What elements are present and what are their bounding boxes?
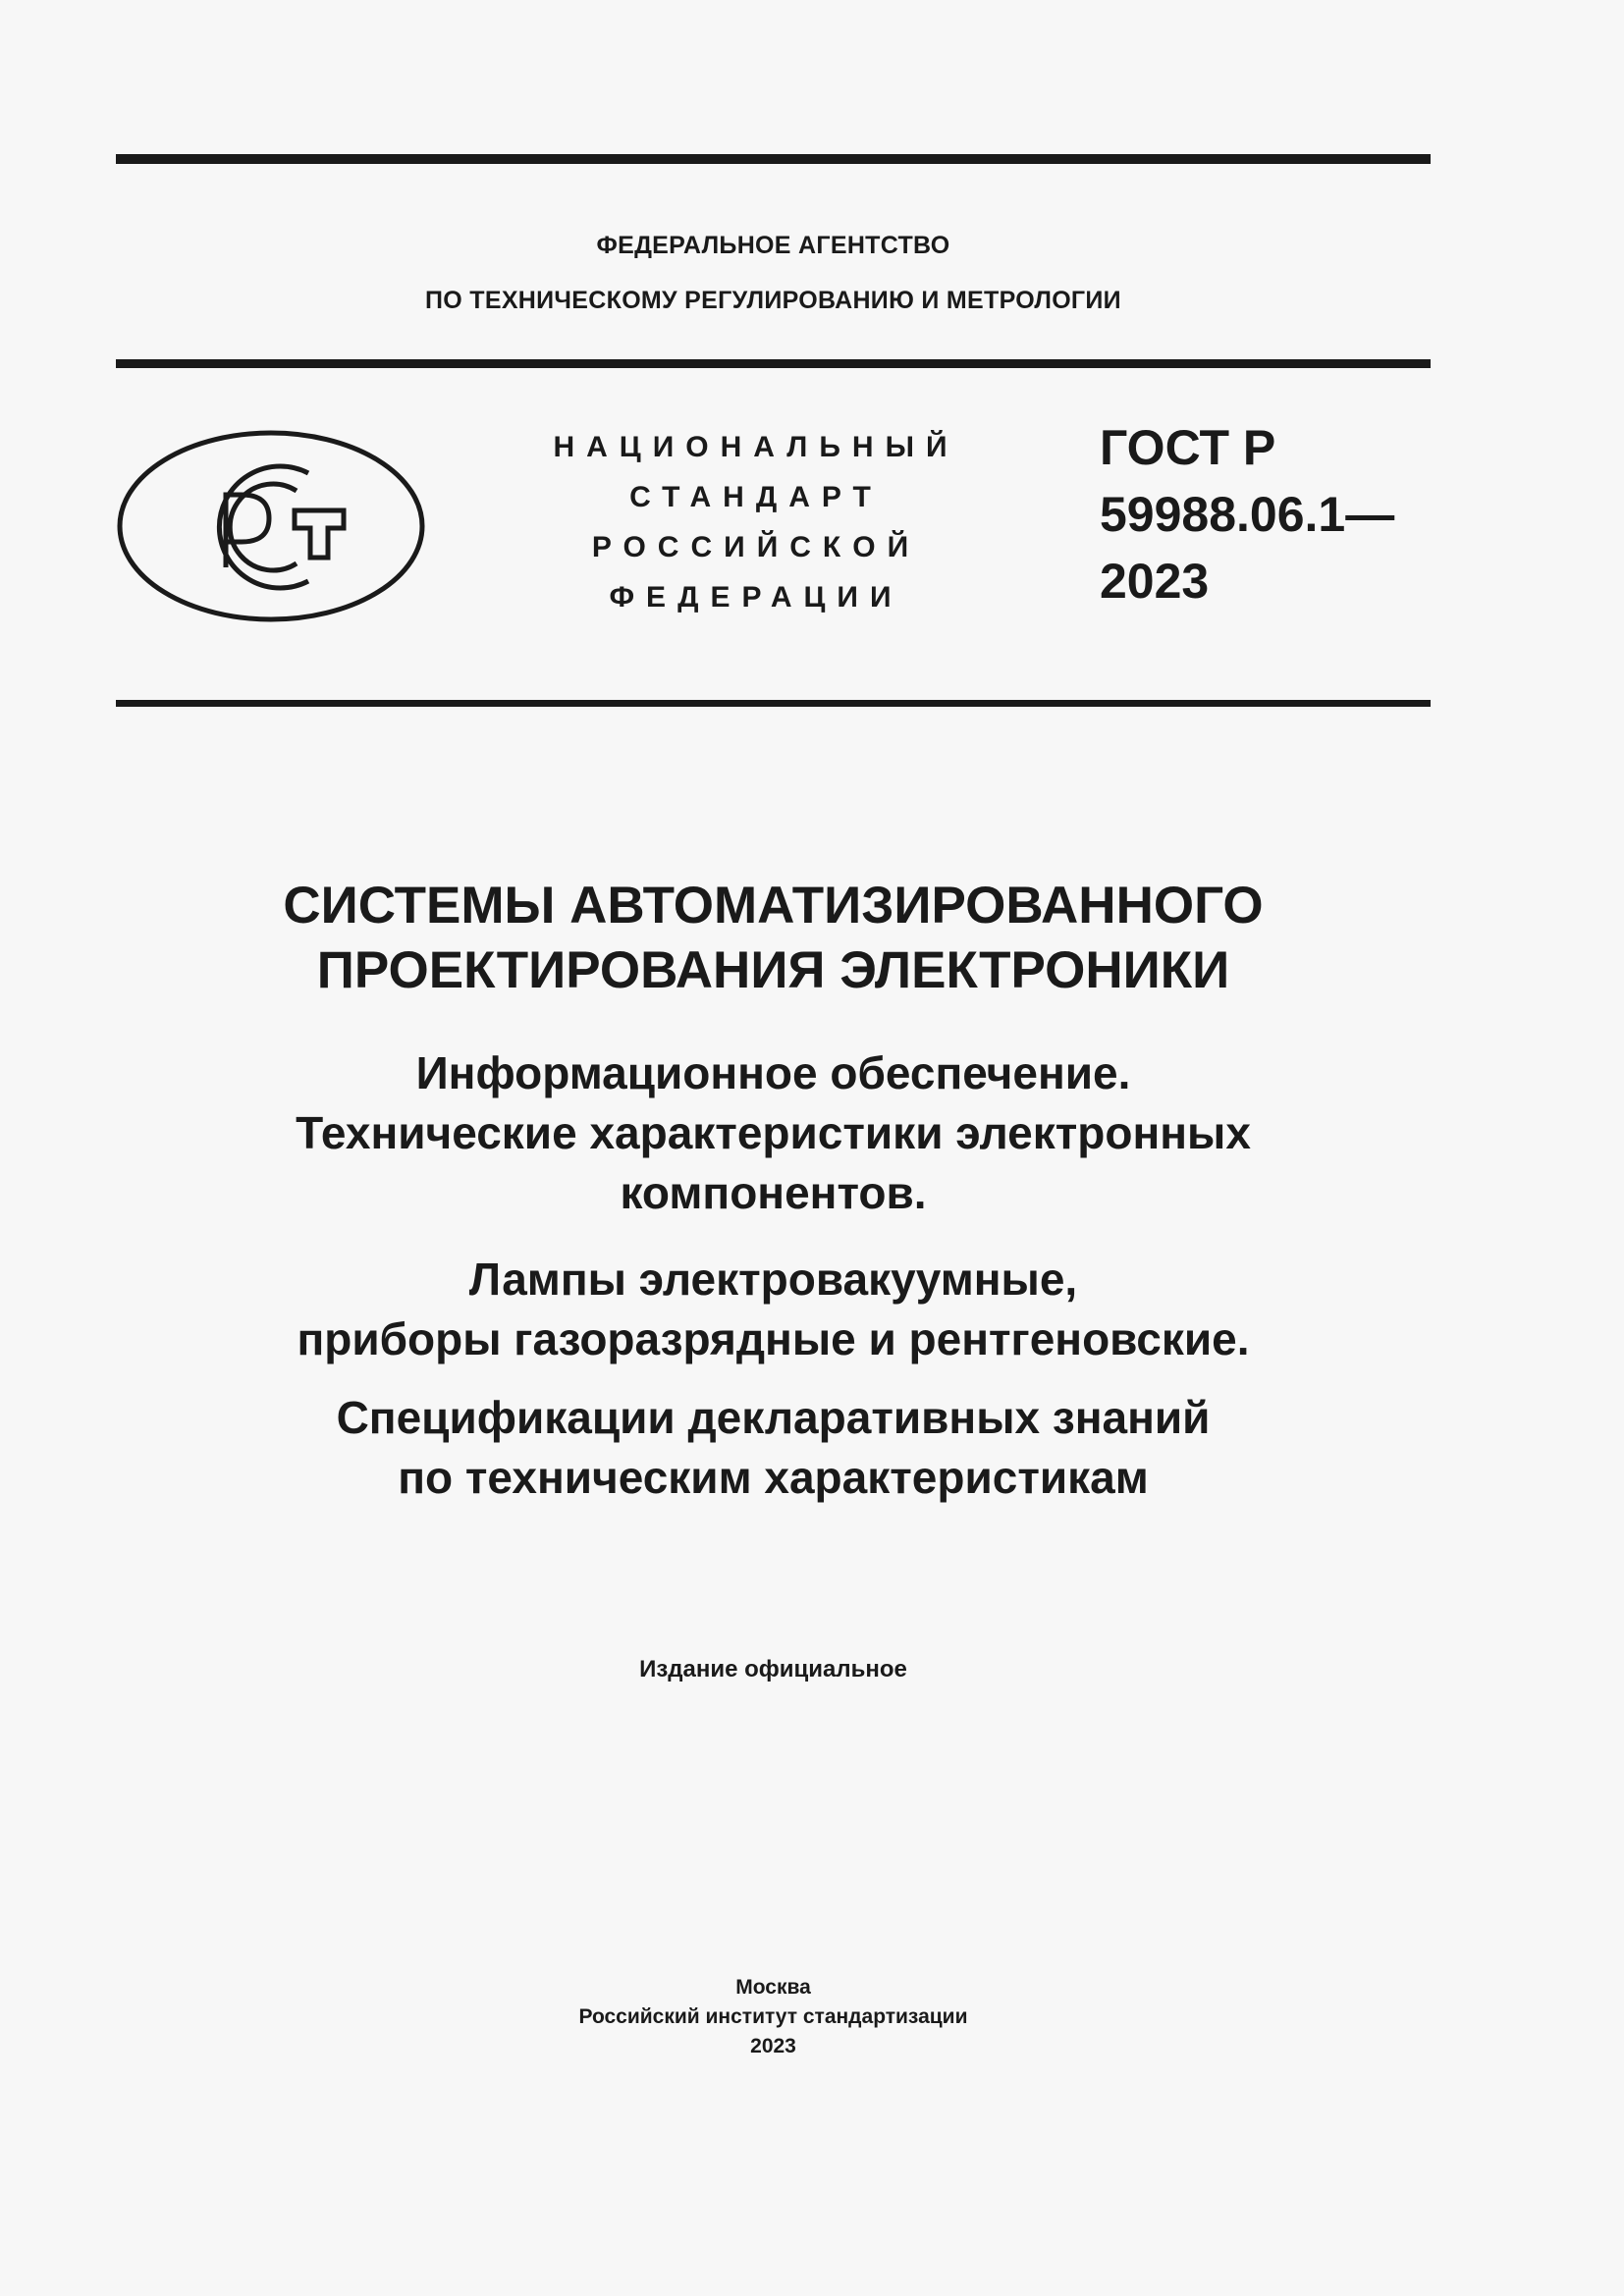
edition-label: Издание официальное <box>639 1656 907 1682</box>
national-standard-line-4: ФЕДЕРАЦИИ <box>609 581 903 614</box>
national-standard-line-3: РОССИЙСКОЙ <box>591 531 921 563</box>
agency-line-2: ПО ТЕХНИЧЕСКОМУ РЕГУЛИРОВАНИЮ И МЕТРОЛОГИИ <box>425 287 1121 314</box>
imprint-city: Москва <box>735 1976 811 1999</box>
subtitle1-line-3: компонентов. <box>620 1167 927 1218</box>
subtitle3-line-2: по техническим характеристикам <box>398 1452 1149 1503</box>
rst-logo-icon <box>116 428 426 624</box>
subtitle-lamps <box>116 1250 1431 1369</box>
subtitle1-line-2: Технические характеристики электронных <box>296 1107 1251 1158</box>
imprint-publisher: Российский институт стандартизации <box>578 2005 968 2028</box>
agency-line-1: ФЕДЕРАЛЬНОЕ АГЕНТСТВО <box>596 232 950 259</box>
subtitle2-line-2: приборы газоразрядные и рентгеновские. <box>297 1313 1250 1364</box>
agency-header <box>116 218 1431 328</box>
subtitle2-line-1: Лампы электровакуумные, <box>468 1254 1078 1305</box>
lower-rule <box>116 700 1431 707</box>
subtitle-specifications <box>116 1388 1431 1508</box>
subtitle1-line-1: Информационное обеспечение. <box>415 1047 1131 1098</box>
national-standard-line-1: НАЦИОНАЛЬНЫЙ <box>553 431 959 463</box>
national-standard-label <box>530 422 982 622</box>
national-standard-line-2: СТАНДАРТ <box>629 481 883 513</box>
gost-line-1: ГОСТ Р <box>1100 420 1276 475</box>
imprint-year: 2023 <box>750 2035 796 2057</box>
document-title <box>116 874 1431 1003</box>
subtitle-information-support <box>116 1043 1431 1223</box>
gost-line-2: 59988.06.1— <box>1100 487 1395 542</box>
gost-line-3: 2023 <box>1100 554 1210 609</box>
gost-designation <box>1100 414 1394 614</box>
title-line-1: СИСТЕМЫ АВТОМАТИЗИРОВАННОГО <box>283 877 1264 934</box>
middle-rule <box>116 359 1431 368</box>
imprint <box>116 1973 1431 2061</box>
top-rule <box>116 154 1431 164</box>
title-line-2: ПРОЕКТИРОВАНИЯ ЭЛЕКТРОНИКИ <box>316 941 1230 999</box>
subtitle3-line-1: Спецификации декларативных знаний <box>336 1392 1211 1443</box>
